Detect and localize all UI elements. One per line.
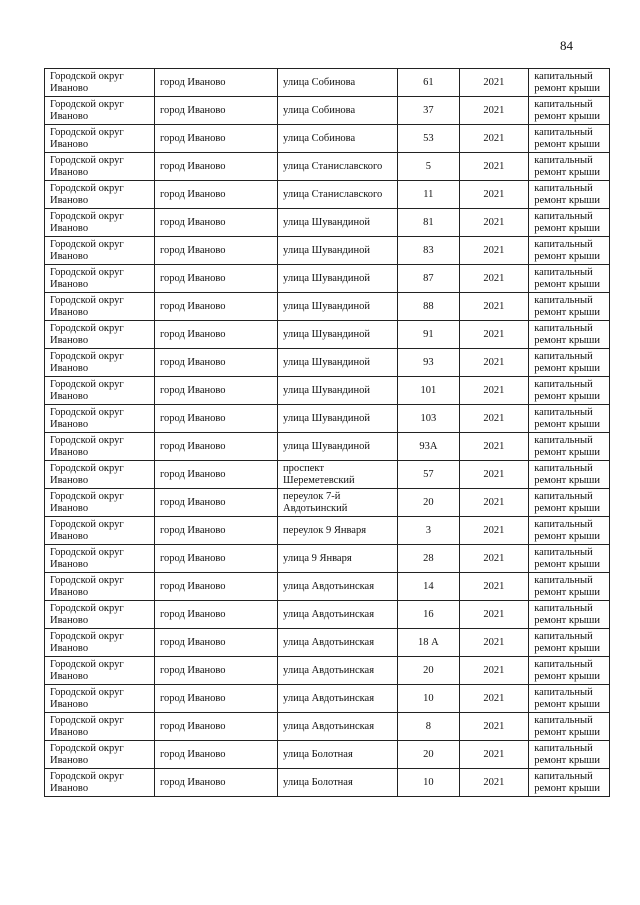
city-cell: город Иваново xyxy=(154,769,277,797)
house-number-cell: 10 xyxy=(398,769,460,797)
year-cell: 2021 xyxy=(459,517,529,545)
street-cell: переулок 7-й Авдотьинский xyxy=(278,489,398,517)
house-number-cell: 93А xyxy=(398,433,460,461)
year-cell: 2021 xyxy=(459,489,529,517)
city-cell: город Иваново xyxy=(154,601,277,629)
year-cell: 2021 xyxy=(459,405,529,433)
year-cell: 2021 xyxy=(459,433,529,461)
work-type-cell: капитальный ремонт крыши xyxy=(529,293,610,321)
year-cell: 2021 xyxy=(459,461,529,489)
street-cell: улица Собинова xyxy=(278,97,398,125)
house-number-cell: 83 xyxy=(398,237,460,265)
work-type-cell: капитальный ремонт крыши xyxy=(529,349,610,377)
table-row xyxy=(45,545,610,573)
year-cell: 2021 xyxy=(459,153,529,181)
table-row xyxy=(45,321,610,349)
work-type-cell: капитальный ремонт крыши xyxy=(529,209,610,237)
year-cell: 2021 xyxy=(459,657,529,685)
work-type-cell: капитальный ремонт крыши xyxy=(529,657,610,685)
house-number-cell: 20 xyxy=(398,657,460,685)
year-cell: 2021 xyxy=(459,741,529,769)
district-cell: Городской округ Иваново xyxy=(45,713,155,741)
work-type-cell: капитальный ремонт крыши xyxy=(529,181,610,209)
work-type-cell: капитальный ремонт крыши xyxy=(529,377,610,405)
street-cell: улица Болотная xyxy=(278,769,398,797)
street-cell: улица Шувандиной xyxy=(278,209,398,237)
table-row xyxy=(45,517,610,545)
work-type-cell: капитальный ремонт крыши xyxy=(529,125,610,153)
table-row xyxy=(45,713,610,741)
table-row xyxy=(45,125,610,153)
table-row xyxy=(45,405,610,433)
district-cell: Городской округ Иваново xyxy=(45,125,155,153)
year-cell: 2021 xyxy=(459,97,529,125)
table-row xyxy=(45,97,610,125)
street-cell: проспект Шереметевский xyxy=(278,461,398,489)
city-cell: город Иваново xyxy=(154,209,277,237)
city-cell: город Иваново xyxy=(154,545,277,573)
house-number-cell: 11 xyxy=(398,181,460,209)
street-cell: переулок 9 Января xyxy=(278,517,398,545)
year-cell: 2021 xyxy=(459,125,529,153)
street-cell: улица Авдотьинская xyxy=(278,629,398,657)
city-cell: город Иваново xyxy=(154,321,277,349)
work-type-cell: капитальный ремонт крыши xyxy=(529,713,610,741)
table-row xyxy=(45,601,610,629)
district-cell: Городской округ Иваново xyxy=(45,461,155,489)
year-cell: 2021 xyxy=(459,545,529,573)
work-type-cell: капитальный ремонт крыши xyxy=(529,237,610,265)
street-cell: улица Собинова xyxy=(278,125,398,153)
table-row xyxy=(45,69,610,97)
house-number-cell: 28 xyxy=(398,545,460,573)
district-cell: Городской округ Иваново xyxy=(45,517,155,545)
work-type-cell: капитальный ремонт крыши xyxy=(529,685,610,713)
table-row xyxy=(45,769,610,797)
work-type-cell: капитальный ремонт крыши xyxy=(529,69,610,97)
district-cell: Городской округ Иваново xyxy=(45,69,155,97)
work-type-cell: капитальный ремонт крыши xyxy=(529,517,610,545)
house-number-cell: 3 xyxy=(398,517,460,545)
district-cell: Городской округ Иваново xyxy=(45,657,155,685)
city-cell: город Иваново xyxy=(154,741,277,769)
year-cell: 2021 xyxy=(459,237,529,265)
work-type-cell: капитальный ремонт крыши xyxy=(529,489,610,517)
street-cell: улица Станиславского xyxy=(278,153,398,181)
table-row xyxy=(45,433,610,461)
year-cell: 2021 xyxy=(459,349,529,377)
city-cell: город Иваново xyxy=(154,685,277,713)
table-row xyxy=(45,489,610,517)
city-cell: город Иваново xyxy=(154,181,277,209)
city-cell: город Иваново xyxy=(154,461,277,489)
work-type-cell: капитальный ремонт крыши xyxy=(529,405,610,433)
district-cell: Городской округ Иваново xyxy=(45,265,155,293)
house-number-cell: 8 xyxy=(398,713,460,741)
city-cell: город Иваново xyxy=(154,349,277,377)
house-number-cell: 91 xyxy=(398,321,460,349)
district-cell: Городской округ Иваново xyxy=(45,629,155,657)
district-cell: Городской округ Иваново xyxy=(45,769,155,797)
work-type-cell: капитальный ремонт крыши xyxy=(529,321,610,349)
city-cell: город Иваново xyxy=(154,293,277,321)
district-cell: Городской округ Иваново xyxy=(45,601,155,629)
page-number: 84 xyxy=(560,38,573,53)
district-cell: Городской округ Иваново xyxy=(45,545,155,573)
district-cell: Городской округ Иваново xyxy=(45,181,155,209)
house-number-cell: 93 xyxy=(398,349,460,377)
year-cell: 2021 xyxy=(459,293,529,321)
house-number-cell: 57 xyxy=(398,461,460,489)
year-cell: 2021 xyxy=(459,601,529,629)
year-cell: 2021 xyxy=(459,685,529,713)
city-cell: город Иваново xyxy=(154,657,277,685)
street-cell: улица Шувандиной xyxy=(278,349,398,377)
table-row xyxy=(45,377,610,405)
registry-table xyxy=(44,68,610,797)
street-cell: улица Шувандиной xyxy=(278,265,398,293)
district-cell: Городской округ Иваново xyxy=(45,741,155,769)
table-row xyxy=(45,629,610,657)
year-cell: 2021 xyxy=(459,321,529,349)
district-cell: Городской округ Иваново xyxy=(45,489,155,517)
table-row xyxy=(45,265,610,293)
street-cell: улица Шувандиной xyxy=(278,293,398,321)
house-number-cell: 37 xyxy=(398,97,460,125)
work-type-cell: капитальный ремонт крыши xyxy=(529,601,610,629)
work-type-cell: капитальный ремонт крыши xyxy=(529,97,610,125)
city-cell: город Иваново xyxy=(154,377,277,405)
year-cell: 2021 xyxy=(459,769,529,797)
house-number-cell: 53 xyxy=(398,125,460,153)
city-cell: город Иваново xyxy=(154,405,277,433)
street-cell: улица Шувандиной xyxy=(278,433,398,461)
street-cell: улица Авдотьинская xyxy=(278,657,398,685)
house-number-cell: 10 xyxy=(398,685,460,713)
district-cell: Городской округ Иваново xyxy=(45,237,155,265)
table-row xyxy=(45,461,610,489)
district-cell: Городской округ Иваново xyxy=(45,685,155,713)
registry-table-body xyxy=(45,69,610,797)
street-cell: улица Шувандиной xyxy=(278,377,398,405)
district-cell: Городской округ Иваново xyxy=(45,153,155,181)
city-cell: город Иваново xyxy=(154,517,277,545)
city-cell: город Иваново xyxy=(154,69,277,97)
street-cell: улица 9 Января xyxy=(278,545,398,573)
city-cell: город Иваново xyxy=(154,97,277,125)
house-number-cell: 20 xyxy=(398,741,460,769)
city-cell: город Иваново xyxy=(154,629,277,657)
city-cell: город Иваново xyxy=(154,573,277,601)
house-number-cell: 81 xyxy=(398,209,460,237)
year-cell: 2021 xyxy=(459,181,529,209)
district-cell: Городской округ Иваново xyxy=(45,321,155,349)
district-cell: Городской округ Иваново xyxy=(45,293,155,321)
house-number-cell: 14 xyxy=(398,573,460,601)
street-cell: улица Станиславского xyxy=(278,181,398,209)
city-cell: город Иваново xyxy=(154,713,277,741)
house-number-cell: 88 xyxy=(398,293,460,321)
table-row xyxy=(45,209,610,237)
work-type-cell: капитальный ремонт крыши xyxy=(529,741,610,769)
district-cell: Городской округ Иваново xyxy=(45,209,155,237)
city-cell: город Иваново xyxy=(154,125,277,153)
table-row xyxy=(45,685,610,713)
street-cell: улица Авдотьинская xyxy=(278,713,398,741)
table-row xyxy=(45,657,610,685)
house-number-cell: 20 xyxy=(398,489,460,517)
table-row xyxy=(45,153,610,181)
work-type-cell: капитальный ремонт крыши xyxy=(529,265,610,293)
year-cell: 2021 xyxy=(459,573,529,601)
street-cell: улица Шувандиной xyxy=(278,321,398,349)
work-type-cell: капитальный ремонт крыши xyxy=(529,545,610,573)
work-type-cell: капитальный ремонт крыши xyxy=(529,769,610,797)
house-number-cell: 5 xyxy=(398,153,460,181)
district-cell: Городской округ Иваново xyxy=(45,405,155,433)
street-cell: улица Авдотьинская xyxy=(278,601,398,629)
work-type-cell: капитальный ремонт крыши xyxy=(529,433,610,461)
district-cell: Городской округ Иваново xyxy=(45,97,155,125)
year-cell: 2021 xyxy=(459,209,529,237)
street-cell: улица Шувандиной xyxy=(278,405,398,433)
city-cell: город Иваново xyxy=(154,153,277,181)
house-number-cell: 61 xyxy=(398,69,460,97)
year-cell: 2021 xyxy=(459,69,529,97)
table-row xyxy=(45,573,610,601)
city-cell: город Иваново xyxy=(154,265,277,293)
table-row xyxy=(45,349,610,377)
district-cell: Городской округ Иваново xyxy=(45,573,155,601)
work-type-cell: капитальный ремонт крыши xyxy=(529,629,610,657)
street-cell: улица Шувандиной xyxy=(278,237,398,265)
work-type-cell: капитальный ремонт крыши xyxy=(529,461,610,489)
city-cell: город Иваново xyxy=(154,237,277,265)
year-cell: 2021 xyxy=(459,629,529,657)
district-cell: Городской округ Иваново xyxy=(45,433,155,461)
house-number-cell: 101 xyxy=(398,377,460,405)
street-cell: улица Авдотьинская xyxy=(278,685,398,713)
table-row xyxy=(45,181,610,209)
street-cell: улица Собинова xyxy=(278,69,398,97)
table-row xyxy=(45,293,610,321)
district-cell: Городской округ Иваново xyxy=(45,377,155,405)
street-cell: улица Болотная xyxy=(278,741,398,769)
year-cell: 2021 xyxy=(459,713,529,741)
house-number-cell: 87 xyxy=(398,265,460,293)
table-row xyxy=(45,237,610,265)
house-number-cell: 16 xyxy=(398,601,460,629)
street-cell: улица Авдотьинская xyxy=(278,573,398,601)
year-cell: 2021 xyxy=(459,265,529,293)
district-cell: Городской округ Иваново xyxy=(45,349,155,377)
work-type-cell: капитальный ремонт крыши xyxy=(529,573,610,601)
year-cell: 2021 xyxy=(459,377,529,405)
city-cell: город Иваново xyxy=(154,489,277,517)
house-number-cell: 103 xyxy=(398,405,460,433)
work-type-cell: капитальный ремонт крыши xyxy=(529,153,610,181)
table-row xyxy=(45,741,610,769)
city-cell: город Иваново xyxy=(154,433,277,461)
house-number-cell: 18 А xyxy=(398,629,460,657)
